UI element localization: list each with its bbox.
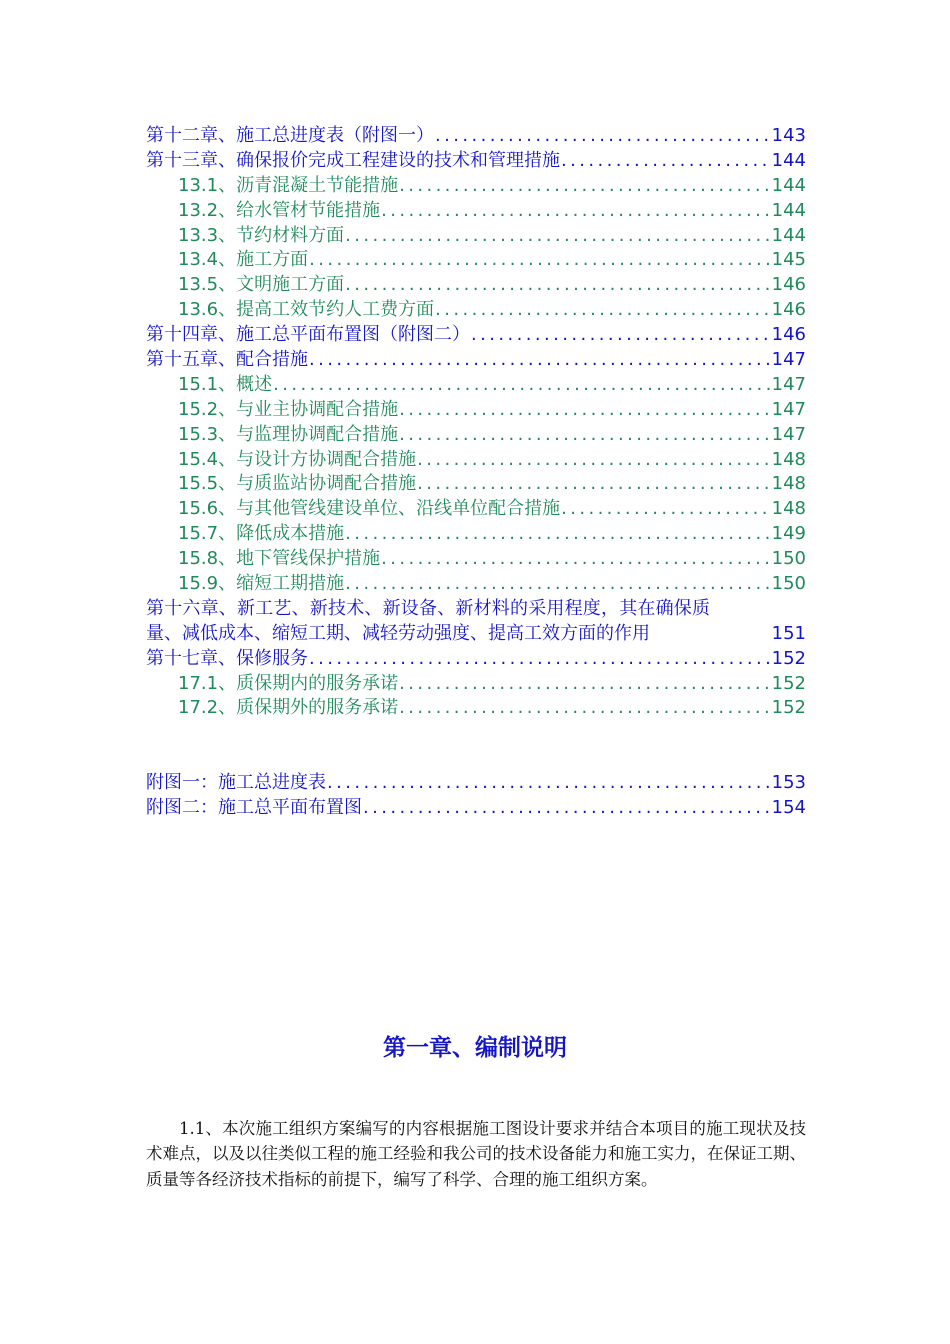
toc-dot-leader [417, 472, 770, 497]
toc-dot-leader [399, 672, 770, 697]
toc-entry-title: 13.2、给水管材节能措施 [178, 199, 381, 221]
toc-entry-section-15-4[interactable] [146, 448, 806, 473]
toc-page-number: 149 [771, 523, 806, 545]
toc-entry-section-15-5[interactable] [146, 472, 806, 497]
toc-entry-title: 第十七章、保修服务 [146, 647, 308, 669]
toc-page-number: 146 [771, 299, 806, 321]
toc-entry-title: 13.1、沥青混凝土节能措施 [178, 174, 399, 196]
toc-entry-title: 15.4、与设计方协调配合措施 [178, 448, 417, 470]
toc-entry-title-line-1: 第十六章、新工艺、新技术、新设备、新材料的采用程度，其在确保质 [146, 597, 711, 619]
toc-entry-title: 15.8、地下管线保护措施 [178, 548, 381, 570]
toc-page-number: 144 [771, 149, 806, 171]
toc-dot-leader [309, 248, 770, 273]
toc-page-number: 143 [771, 125, 806, 146]
toc-dot-leader [471, 323, 770, 348]
toc-entry-title: 附图一：施工总进度表 [146, 772, 326, 794]
toc-entry-title-line-2: 量、减低成本、缩短工期、减轻劳动强度、提高工效方面的作用 [146, 622, 650, 644]
toc-entry-chapter-15[interactable] [146, 348, 806, 373]
toc-entry-section-15-9[interactable] [146, 572, 806, 597]
toc-page-number: 148 [771, 473, 806, 495]
toc-dot-leader [273, 373, 770, 398]
toc-page-number: 146 [771, 324, 806, 346]
toc-entry-title: 13.4、施工方面 [178, 249, 309, 271]
toc-dot-leader [399, 696, 770, 721]
toc-entry-title: 第十二章、施工总进度表（附图一） [146, 125, 434, 146]
toc-page-number: 152 [771, 697, 806, 719]
toc-dot-leader [435, 124, 770, 149]
toc-entry-title: 第十三章、确保报价完成工程建设的技术和管理措施 [146, 149, 560, 171]
toc-entry-section-13-6[interactable] [146, 298, 806, 323]
toc-entry-title: 15.2、与业主协调配合措施 [178, 398, 399, 420]
toc-page-number: 145 [771, 249, 806, 271]
toc-dot-leader [399, 398, 770, 423]
table-of-contents [146, 124, 806, 821]
toc-entry-title: 17.1、质保期内的服务承诺 [178, 672, 399, 694]
toc-entry-section-17-2[interactable] [146, 696, 806, 721]
toc-entry-chapter-17[interactable] [146, 647, 806, 672]
toc-page-number: 154 [771, 797, 806, 819]
toc-page-number: 144 [771, 199, 806, 221]
toc-entry-section-13-2[interactable] [146, 199, 806, 224]
toc-entry-section-15-1[interactable] [146, 373, 806, 398]
body-paragraph: 1.1、本次施工组织方案编写的内容根据施工图设计要求并结合本项目的施工现状及技术难点，以及以往类似工程的施工经验和我公司的技术设备能力和施工实力，在保证工期、质量等各经济技术指标的前提下，编写了科学、合理的施工组织方案。 [146, 1118, 806, 1189]
toc-entry-title: 第十五章、配合措施 [146, 349, 308, 371]
toc-dot-leader [345, 522, 770, 547]
toc-entry-section-13-3[interactable] [146, 224, 806, 249]
toc-dot-leader [435, 298, 770, 323]
toc-entry-section-15-6[interactable] [146, 497, 806, 522]
toc-dot-leader [381, 547, 770, 572]
toc-entry-chapter-13[interactable] [146, 149, 806, 174]
toc-page-number: 150 [771, 573, 806, 595]
toc-page-number: 152 [771, 672, 806, 694]
toc-entry-section-15-7[interactable] [146, 522, 806, 547]
toc-entry-title: 15.9、缩短工期措施 [178, 573, 345, 595]
toc-entry-chapter-14[interactable] [146, 323, 806, 348]
toc-page-number: 147 [771, 398, 806, 420]
toc-entry-section-17-1[interactable] [146, 672, 806, 697]
toc-page-number: 151 [771, 622, 806, 644]
toc-entry-section-15-3[interactable] [146, 423, 806, 448]
toc-entry-title: 15.6、与其他管线建设单位、沿线单位配合措施 [178, 498, 561, 520]
toc-dot-leader [417, 448, 770, 473]
toc-dot-leader [561, 149, 770, 174]
toc-page-number: 148 [771, 448, 806, 470]
toc-entry-title: 13.6、提高工效节约人工费方面 [178, 299, 435, 321]
toc-entry-title: 第十四章、施工总平面布置图（附图二） [146, 324, 470, 346]
toc-entry-title: 15.3、与监理协调配合措施 [178, 423, 399, 445]
toc-entry-title: 15.1、概述 [178, 373, 273, 395]
toc-entry-section-13-4[interactable] [146, 248, 806, 273]
toc-entry-section-13-5[interactable] [146, 273, 806, 298]
toc-entry-title: 附图二：施工总平面布置图 [146, 797, 362, 819]
toc-dot-leader [345, 273, 770, 298]
toc-dot-leader [327, 771, 770, 796]
toc-dot-leader [309, 647, 770, 672]
toc-page-number: 150 [771, 548, 806, 570]
toc-page-number: 144 [771, 174, 806, 196]
toc-entry-title: 15.5、与质监站协调配合措施 [178, 473, 417, 495]
toc-spacer [146, 721, 806, 771]
toc-page-number: 152 [771, 647, 806, 669]
toc-dot-leader [381, 199, 770, 224]
toc-entry-title: 17.2、质保期外的服务承诺 [178, 697, 399, 719]
chapter-heading: 第一章、编制说明 [383, 1035, 567, 1061]
toc-entry-title: 13.3、节约材料方面 [178, 224, 345, 246]
toc-page-number: 147 [771, 373, 806, 395]
toc-dot-leader [399, 423, 770, 448]
toc-page-number: 147 [771, 349, 806, 371]
toc-entry-appendix-1[interactable] [146, 771, 806, 796]
toc-entry-chapter-12[interactable] [146, 124, 806, 149]
toc-dot-leader [345, 572, 770, 597]
toc-dot-leader [345, 224, 770, 249]
toc-page-number: 144 [771, 224, 806, 246]
toc-entry-appendix-2[interactable] [146, 796, 806, 821]
toc-dot-leader [561, 497, 770, 522]
toc-entry-section-15-8[interactable] [146, 547, 806, 572]
toc-dot-leader [399, 174, 770, 199]
toc-dot-leader [363, 796, 770, 821]
toc-page-number: 147 [771, 423, 806, 445]
toc-entry-title: 15.7、降低成本措施 [178, 523, 345, 545]
toc-page-number: 146 [771, 274, 806, 296]
toc-dot-leader [309, 348, 770, 373]
toc-entry-section-15-2[interactable] [146, 398, 806, 423]
toc-entry-section-13-1[interactable] [146, 174, 806, 199]
toc-entry-title: 13.5、文明施工方面 [178, 274, 345, 296]
toc-page-number: 148 [771, 498, 806, 520]
toc-entry-chapter-16[interactable] [146, 597, 806, 647]
toc-page-number: 153 [771, 772, 806, 794]
